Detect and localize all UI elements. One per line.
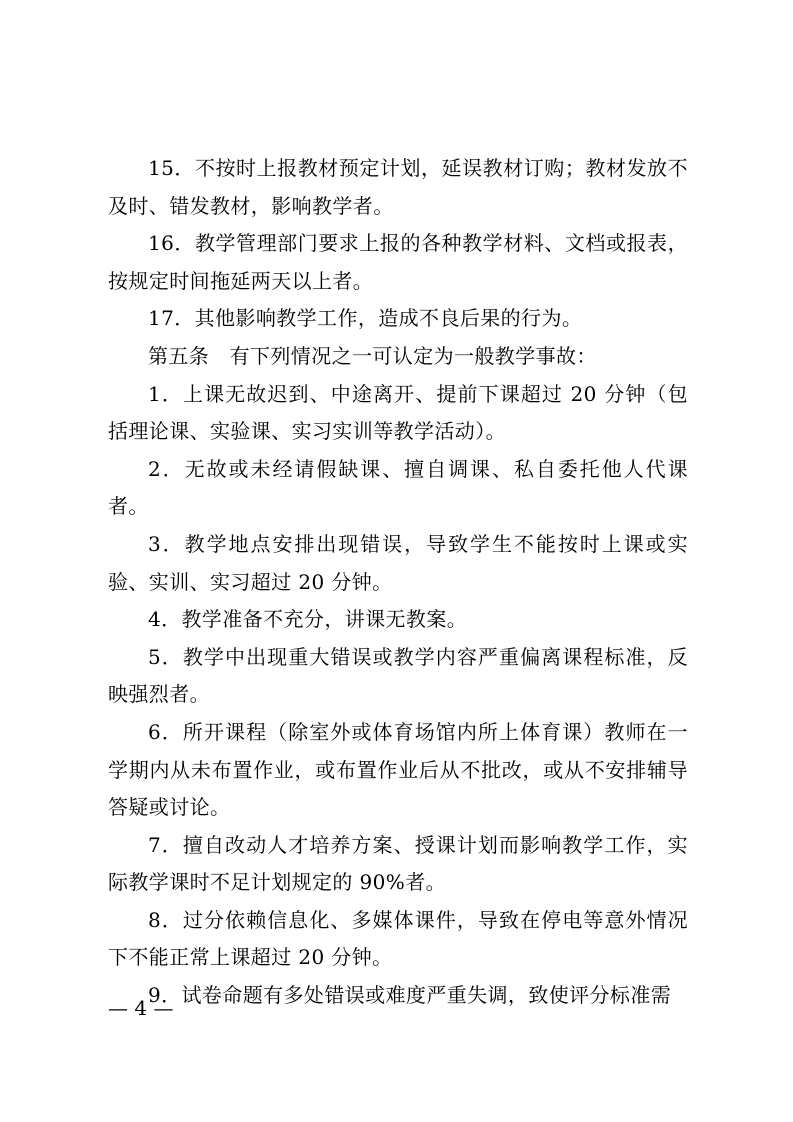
paragraph-item-8: 8．过分依赖信息化、多媒体课件，导致在停电等意外情况下不能正常上课超过 20 分钟。 [108, 907, 688, 970]
article-five-heading: 第五条 有下列情况之一可认定为一般教学事故： [148, 343, 597, 368]
paragraph-item-6: 6．所开课程（除室外或体育场馆内所上体育课）教师在一学期内从未布置作业，或布置作业后从不批改，或从不安排辅导答疑或讨论。 [108, 719, 688, 820]
paragraph-item-5: 5．教学中出现重大错误或教学内容严重偏离课程标准，反映强烈者。 [108, 644, 688, 707]
paragraph-item-9: 9．试卷命题有多处错误或难度严重失调，致使评分标准需 [148, 983, 672, 1008]
page-number: — 4 — [108, 996, 174, 1020]
paragraph-item-15: 15．不按时上报教材预定计划，延误教材订购；教材发放不及时、错发教材，影响教学者。 [108, 156, 688, 218]
paragraph-item-7: 7．擅自改动人才培养方案、授课计划而影响教学工作，实际教学课时不足计划规定的 90%者。 [108, 832, 688, 895]
document-body [108, 150, 688, 1015]
paragraph-item-3: 3．教学地点安排出现错误，导致学生不能按时上课或实验、实训、实习超过 20 分钟。 [108, 531, 688, 594]
paragraph-item-2: 2．无故或未经请假缺课、擅自调课、私自委托他人代课者。 [108, 456, 688, 519]
paragraph-item-4: 4．教学准备不充分，讲课无教案。 [148, 607, 468, 632]
paragraph-item-16: 16．教学管理部门要求上报的各种教学材料、文档或报表，按规定时间拖延两天以上者。 [108, 231, 688, 293]
paragraph-item-17: 17．其他影响教学工作，造成不良后果的行为。 [148, 306, 583, 331]
paragraph-item-1: 1．上课无故迟到、中途离开、提前下课超过 20 分钟（包括理论课、实验课、实习实训等教学活动）。 [108, 381, 688, 444]
